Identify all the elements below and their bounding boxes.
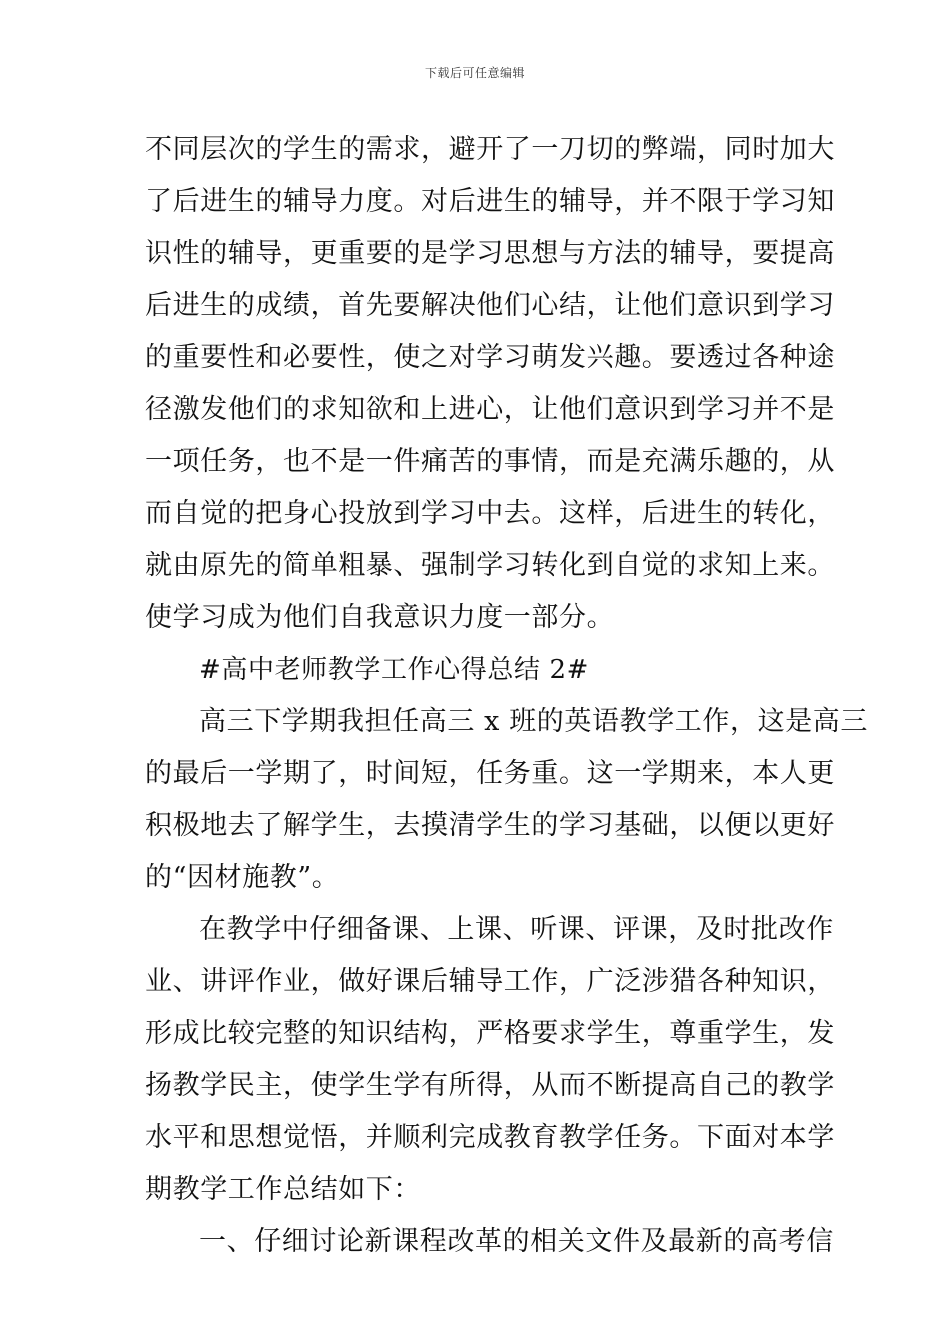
paragraph-line: 形成比较完整的知识结构，严格要求学生，尊重学生，发 bbox=[145, 1018, 835, 1049]
paragraph-line: 的最后一学期了，时间短，任务重。这一学期来，本人更 bbox=[145, 758, 835, 789]
paragraph-line: 径激发他们的求知欲和上进心，让他们意识到学习并不是 bbox=[145, 394, 835, 425]
paragraph-line: 使学习成为他们自我意识力度一部分。 bbox=[145, 602, 615, 633]
paragraph-line: 不同层次的学生的需求，避开了一刀切的弊端，同时加大 bbox=[145, 134, 835, 165]
paragraph-line: 而自觉的把身心投放到学习中去。这样，后进生的转化， bbox=[145, 498, 835, 529]
paragraph-line: 业、讲评作业，做好课后辅导工作，广泛涉猎各种知识， bbox=[145, 966, 835, 997]
section-heading: #高中老师教学工作心得总结 2# bbox=[199, 655, 589, 685]
paragraph-line: 扬教学民主，使学生学有所得，从而不断提高自己的教学 bbox=[145, 1070, 835, 1101]
paragraph-line: 后进生的成绩，首先要解决他们心结，让他们意识到学习 bbox=[145, 290, 835, 321]
paragraph-line: 一、仔细讨论新课程改革的相关文件及最新的高考信 bbox=[199, 1226, 834, 1257]
paragraph-line: 的“因材施教”。 bbox=[145, 862, 340, 893]
page-header: 下载后可任意编辑 bbox=[424, 66, 525, 80]
paragraph-line: 一项任务，也不是一件痛苦的事情，而是充满乐趣的，从 bbox=[145, 446, 835, 477]
paragraph-line: 了后进生的辅导力度。对后进生的辅导，并不限于学习知 bbox=[145, 186, 835, 217]
paragraph-line: 期教学工作总结如下： bbox=[145, 1174, 421, 1205]
paragraph-line: 识性的辅导，更重要的是学习思想与方法的辅导，要提高 bbox=[145, 238, 835, 269]
paragraph-line: 的重要性和必要性，使之对学习萌发兴趣。要透过各种途 bbox=[145, 342, 835, 373]
paragraph-line: 积极地去了解学生，去摸清学生的学习基础，以便以更好 bbox=[145, 810, 835, 841]
paragraph-line: 水平和思想觉悟，并顺利完成教育教学任务。下面对本学 bbox=[145, 1122, 835, 1153]
paragraph-line: 在教学中仔细备课、上课、听课、评课，及时批改作 bbox=[199, 914, 834, 945]
paragraph-line: 高三下学期我担任高三 x 班的英语教学工作，这是高三 bbox=[199, 706, 868, 737]
document-body bbox=[145, 124, 868, 1268]
paragraph-line: 就由原先的简单粗暴、强制学习转化到自觉的求知上来。 bbox=[145, 550, 835, 581]
